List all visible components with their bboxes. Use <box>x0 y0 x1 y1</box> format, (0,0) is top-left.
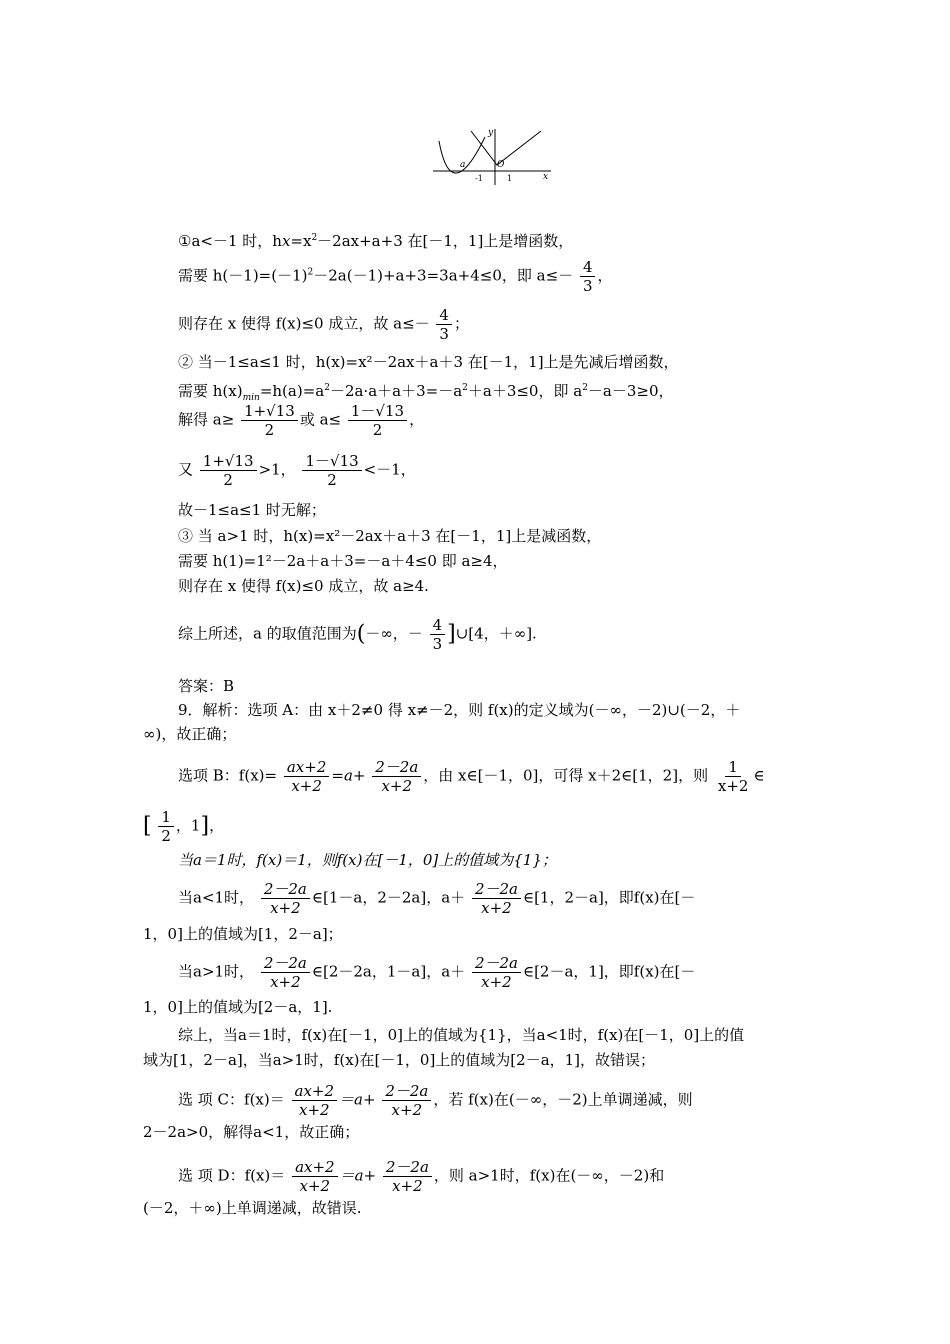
case3-line1: ③ 当 a>1 时，h(x)=x²－2ax＋a＋3 在[－1，1]上是减函数， <box>178 527 602 545</box>
function-graph-figure <box>433 127 553 187</box>
q9-line2: ∞)，故正确； <box>143 725 237 743</box>
case3-line2: 需要 h(1)=1²－2a＋a＋3=－a＋4≤0 即 a≥4， <box>178 552 508 570</box>
fraction: $\frac{1-√13}{2}$ <box>302 452 361 489</box>
summary2-line1: 综上，当a＝1时，f(x)在[－1，0]上的值域为{1}，当a<1时，f(x)在[－1，0]上的值 <box>178 1026 745 1044</box>
fraction: $\frac{1+√13}{2}$ <box>241 402 298 439</box>
optionB-line3: 当a＝1时，f(x)＝1，则f(x)在[－1，0]上的值域为{1}； <box>178 851 557 869</box>
figure-label-one: 1 <box>507 174 513 183</box>
fraction: $\frac{1+√13}{2}$ <box>200 452 257 489</box>
answer-line: 答案：B <box>178 677 235 695</box>
fraction: $\frac{ax+2}{x+2}$ <box>292 1082 338 1119</box>
optionB-line2: [ $\frac{1}{2}$ ，1]， <box>143 808 225 845</box>
figure-label-origin: O <box>497 160 505 170</box>
case2-line2: 需要 $h(x)_{min}=h(a)=a^2-2a\cdot a+a+3=-a^2+a+3\le 0$，即 $a^2-a-3\ge 0$， <box>178 382 674 403</box>
figure-label-neg1: -1 <box>475 174 483 183</box>
figure-label-x: x <box>543 172 549 182</box>
fraction: $\frac{4}{3}$ <box>430 616 446 653</box>
fraction: $\frac{2-2a}{x+2}$ <box>261 880 310 917</box>
q9-line1: 9．解析：选项 A：由 x＋2≠0 得 x≠－2，则 f(x)的定义域为(－∞，－2)∪(－2，＋ <box>178 701 741 719</box>
summary-line: 综上所述，a 的取值范围为(－∞，－ $\frac{4}{3}$ ]∪[4，＋∞]. <box>178 616 537 653</box>
fraction: $\frac{2-2a}{x+2}$ <box>472 880 521 917</box>
fraction: $\frac{ax+2}{x+2}$ <box>292 1158 338 1195</box>
case2-line5: 故－1≤a≤1 时无解； <box>178 501 326 519</box>
case2-line1: ② 当－1≤a≤1 时，h(x)=x²－2ax＋a＋3 在[－1，1]上是先减后增函数， <box>178 353 679 371</box>
fraction: $\frac{ax+2}{x+2}$ <box>284 758 330 795</box>
optionD-line1: 选 项 D：f(x)＝ $\frac{ax+2}{x+2}$ ＝a+ $\frac{2-2a}{x+2}$ ，则 a>1时，f(x)在(－∞，－2)和 <box>178 1158 665 1195</box>
fraction: $\frac{2-2a}{x+2}$ <box>261 954 310 991</box>
optionC-line2: 2－2a>0，解得a<1，故正确； <box>143 1123 360 1141</box>
optionB-line7: 1，0]上的值域为[2－a，1]. <box>143 998 333 1016</box>
fraction: $\frac{2-2a}{x+2}$ <box>472 954 521 991</box>
case3-line3: 则存在 x 使得 f(x)≤0 成立，故 a≥4. <box>178 577 429 595</box>
case1-line3: 则存在 x 使得 f(x)≤0 成立，故 a≤－ $\frac{4}{3}$ ； <box>178 306 469 343</box>
fraction: $\frac{2-2a}{x+2}$ <box>382 1082 431 1119</box>
fraction: $\frac{1}{x+2}$ <box>717 758 749 795</box>
optionC-line1: 选 项 C：f(x)＝ $\frac{ax+2}{x+2}$ ＝a+ $\frac{2-2a}{x+2}$ ，若 f(x)在(－∞，－2)上单调递减，则 <box>178 1082 693 1119</box>
figure-label-a: a <box>460 160 466 170</box>
case1-line1: ①a<－1 时，$hx=x^2-2ax+a+3$ 在[－1，1]上是增函数， <box>178 232 574 250</box>
fraction: $\frac{4}{3}$ <box>580 258 596 295</box>
case1-line2: 需要 $h(-1)=(-1)^2-2a(-1)+a+3=3a+4\le 0$，即 a≤－ $\frac{4}{3}$ ， <box>178 258 613 295</box>
abs-value-curve <box>471 131 541 165</box>
case2-line4: 又 $\frac{1+√13}{2}$ >1， $\frac{1-√13}{2}$ <－1， <box>178 452 416 489</box>
figure-label-y: y <box>488 128 494 138</box>
optionD-line2: (－2，＋∞)上单调递减，故错误. <box>143 1199 362 1217</box>
case2-line3: 解得 a≥ $\frac{1+√13}{2}$ 或 a≤ $\frac{1-√13}{2}$ ， <box>178 402 425 439</box>
fraction: $\frac{2-2a}{x+2}$ <box>383 1158 432 1195</box>
fraction: $\frac{2-2a}{x+2}$ <box>372 758 421 795</box>
optionB-line4: 当a<1时， $\frac{2-2a}{x+2}$ ∈[1－a，2－2a]，a＋ $\frac{2-2a}{x+2}$ ∈[1，2－a]，即f(x)在[－ <box>178 880 696 917</box>
optionB-line1: 选项 B：f(x)= $\frac{ax+2}{x+2}$ =a+ $\frac{2-2a}{x+2}$ ，由 x∈[－1，0]，可得 x＋2∈[1，2]，则 $\frac{1}{x+2}$ ∈ <box>178 758 765 795</box>
fraction: $\frac{1-√13}{2}$ <box>348 402 407 439</box>
optionB-line6: 当a>1时， $\frac{2-2a}{x+2}$ ∈[2－2a，1－a]，a＋ $\frac{2-2a}{x+2}$ ∈[2－a，1]，即f(x)在[－ <box>178 954 696 991</box>
optionB-line5: 1，0]上的值域为[1，2－a]； <box>143 925 343 943</box>
fraction: $\frac{1}{2}$ <box>158 808 174 845</box>
summary2-line2: 域为[1，2－a]，当a>1时，f(x)在[－1，0]上的值域为[2－a，1]，故错误； <box>143 1051 656 1069</box>
fraction: $\frac{4}{3}$ <box>436 306 452 343</box>
